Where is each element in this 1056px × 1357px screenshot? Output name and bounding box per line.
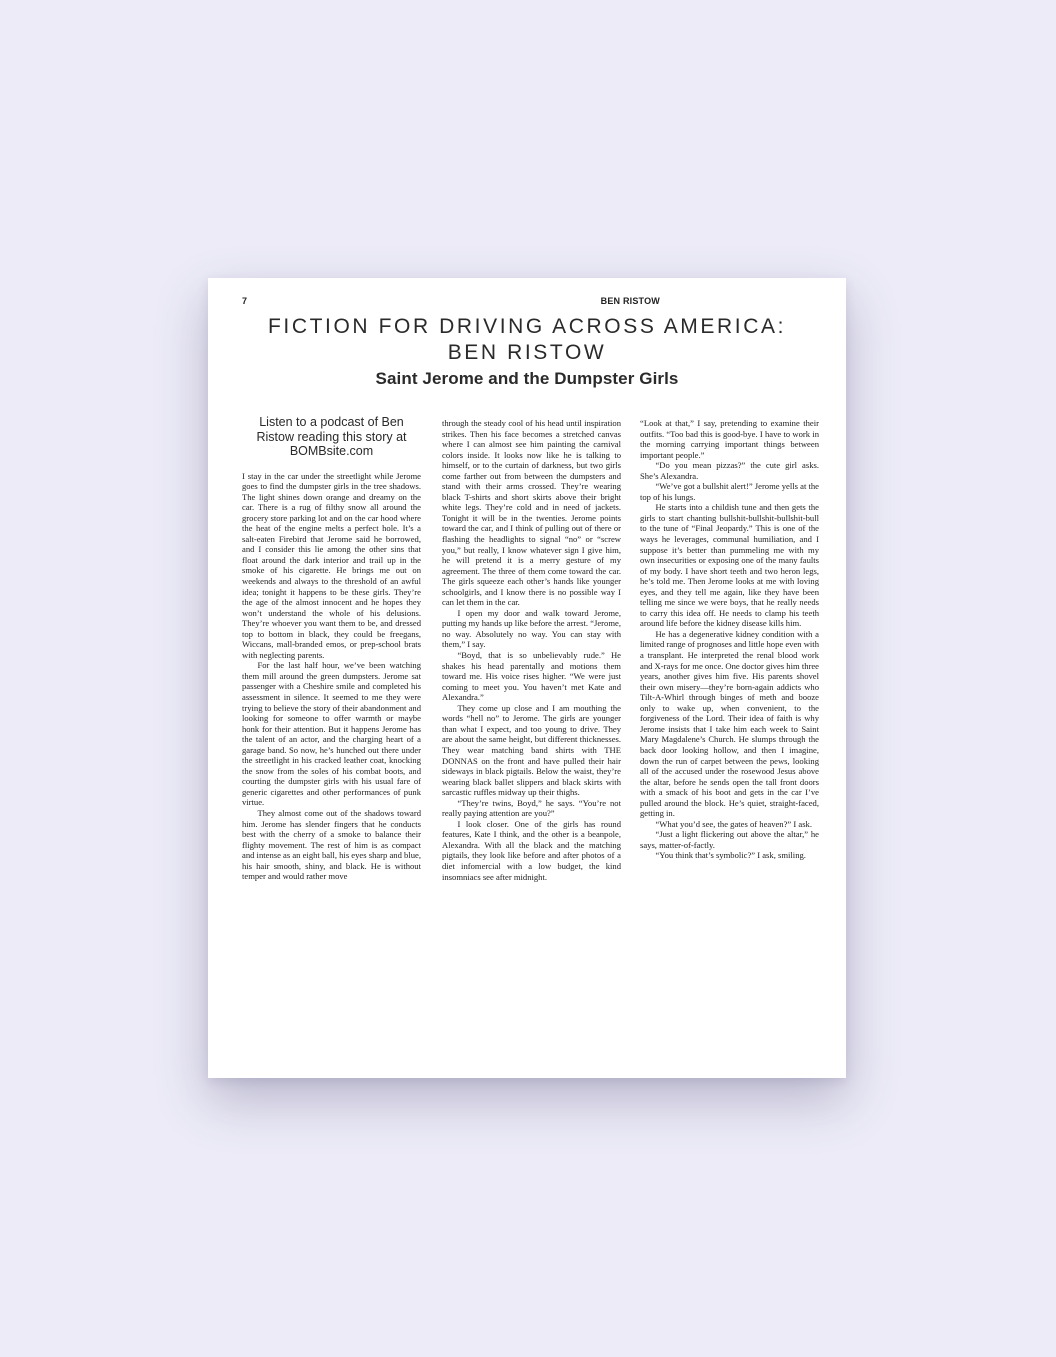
title-block [208, 314, 846, 390]
page-number: 7 [242, 296, 248, 306]
paragraph: “What you’d see, the gates of heaven?” I ask. [655, 818, 812, 829]
paragraph: He has a degenerative kidney condition with a limited range of prognoses and little hope even with a transplant. He interpreted the renal blood work and X-rays for me once. One doctor gives him three years, another gives him five. His parents shovel their own misery—they’re born-again addicts who Tilt-A-Whirl through binges of meth and booze only to wake up, when convenient, to the forgiveness of the Lord. Their idea of faith is why Jerome insists that I take him each week to Saint Mary Magdalene’s Church. He slumps through the back door looking hollow, and then I imagine, down the run of carpet between the pews, looking all of the accused under the rosewood Jesus above the altar, before he sends open the tall front doors with a smack of his boot and gets in the car I’ve pulled around the block. He’s quiet, straight-faced, getting in. [640, 628, 819, 819]
paragraph: “You think that’s symbolic?” I ask, smiling. [655, 850, 806, 861]
podcast-pullquote: Listen to a podcast of Ben Ristow reading this story at BOMBsite.com [256, 415, 407, 458]
paragraph: I open my door and walk toward Jerome, putting my hands up like before the arrest. “Jerome, no way. Absolutely no way. You can stay with them,” I say. [442, 607, 621, 650]
paragraph: “We’ve got a bullshit alert!” Jerome yells at the top of his lungs. [640, 481, 819, 502]
paragraph: “They’re twins, Boyd,” he says. “You’re not really paying attention are you?” [442, 797, 621, 819]
article-title-line-1: FICTION FOR DRIVING ACROSS AMERICA: [267, 315, 787, 338]
paragraph: They almost come out of the shadows toward him. Jerome has slender fingers that he conducts best with the cherry of a smoke to balance their flighty movement. The rest of him is as compact and intense as an eight ball, his eyes sharp and blue, his hair smooth, shiny, and black. He is without temper and would rather move [242, 808, 421, 882]
text-column-1 [242, 415, 421, 882]
paragraph: I look closer. One of the girls has round features, Kate I think, and the other is a beanpole, Alexandra. With all the black and the matching pigtails, they look like before and after photos of a diet infomercial with a low budget, the kind insomniacs see after midnight. [442, 818, 621, 882]
paragraph: “Look at that,” I say, pretending to examine their outfits. “Too bad this is good-bye. I have to work in the morning carrying important things between important people.” [640, 418, 819, 460]
paragraph: through the steady cool of his head until inspiration strikes. Then his face becomes a stretched canvas where I can almost see him painting the carnival colors inside. It looks now like he is talking to himself, or to the curtain of darkness, but two girls come farther out from between the dumpsters and stand with their arms crossed. They’re wearing black T-shirts and short skirts above their bright white legs. They’re cold and in need of jackets. Tonight it will be in the twenties. Jerome points toward the car, and I think of pulling out of there or flashing the headlights to signal “no” or “screw you,” but really, I know whatever sign I give him, he will pretend it is a merry gesture of my agreement. The three of them come toward the car. The girls squeeze each other’s hands like younger schoolgirls, and I know there is no possible way I can let them in the car. [442, 418, 621, 608]
article-title-line-2: BEN RISTOW [447, 341, 607, 364]
text-column-3 [640, 418, 819, 861]
paragraph: I stay in the car under the streetlight while Jerome goes to find the dumpster girls in the tree shadows. The light shines down orange and dreamy on the car. There is a rug of filthy snow all around the grocery store parking lot and on the car hood where the heat of the engine melts a perfect hole. It’s a salt-eaten Firebird that Jerome said he borrowed, and I consider this lie among the other sins that float around the dark interior and trail up in the smoke of his cigarette. He brings me out on weekends and always to the threshold of an awful idea; tonight it happens to be these girls. They’re the age of the almost innocent and he hopes they won’t understand the whole of his delusions. They’re whoever you want them to be, and dressed top to bottom in black, they could be freegans, Wiccans, mall-branded emos, or prep-school brats with neglecting parents. [242, 470, 421, 660]
paragraph: They come up close and I am mouthing the words “hell no” to Jerome. The girls are younger than what I expect, and too young to drive. They are about the same height, but different thicknesses. They wear matching band shirts with THE DONNAS on the front and have pulled their hair sideways in black pigtails. Below the waist, they’re wearing black ballet slippers and black skirts with sarcastic ruffles midway up their thighs. [442, 702, 621, 798]
article-subtitle: Saint Jerome and the Dumpster Girls [375, 369, 679, 388]
paragraph: He starts into a childish tune and then gets the girls to start chanting bullshit-bullshit-bullshit-bull to the tune of “Final Jeopardy.” This is one of the ways he leverages, communal humiliation, and I suppose it’s better than pummeling me with my own insecurities or exposing one of the many faults of my body. I have short teeth and two heron legs, he’s told me. Then Jerome looks at me with loving eyes, and they tell me again, like they have been telling me since we were boys, that he really needs to carry this idea off. He needs to clamp his teeth around life before the kidney disease kills him. [640, 502, 819, 629]
running-head: BEN RISTOW [600, 296, 660, 306]
magazine-page [208, 278, 846, 1078]
paragraph: “Boyd, that is so unbelievably rude.” He shakes his head parentally and motions them toward me. His voice rises higher. “We were just coming to meet you. You haven’t met Kate and Alexandra.” [442, 650, 621, 703]
paragraph: “Do you mean pizzas?” the cute girl asks. She’s Alexandra. [640, 460, 819, 481]
paragraph: “Just a light flickering out above the altar,” he says, matter-of-factly. [640, 829, 819, 850]
paragraph: For the last half hour, we’ve been watching them mill around the green dumpsters. Jerome sat passenger with a Cheshire smile and completed his assessment in silence. It seemed to me they were trying to believe the story of their abandonment and looking for someone to offer warmth or maybe honk for their attention. But it happens Jerome has the talent of an actor, and the charging heart of a garage band. So now, he’s hunched out there under the streetlight in his cracked leather coat, knocking the snow from the soles of his combat boots, and courting the dumpster girls with his usual fare of generic cigarettes and other performances of punk virtue. [242, 660, 421, 808]
text-column-2 [442, 418, 621, 882]
